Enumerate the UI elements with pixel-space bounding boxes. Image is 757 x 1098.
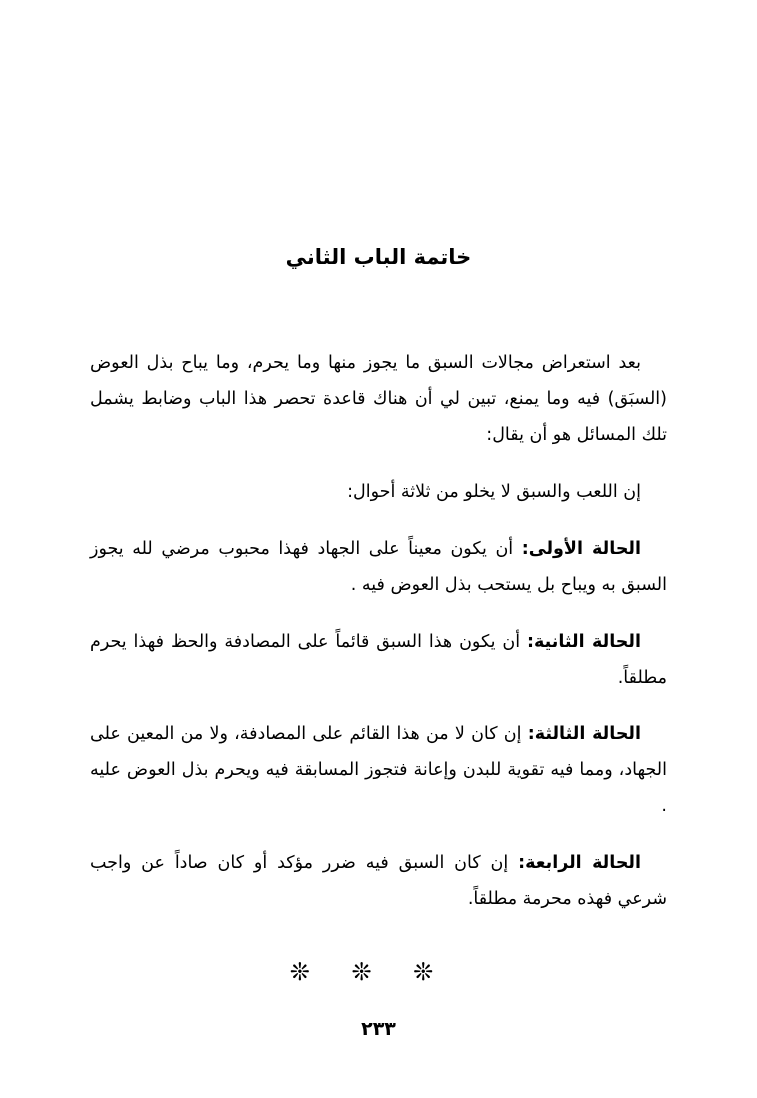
case-label: الحالة الثانية: [527,631,641,652]
paragraph-text: إن كان لا من هذا القائم على المصادفة، ولا من المعين على الجهاد، ومما فيه تقوية للبدن وإعانة فتجوز المسابقة فيه ويحرم بذل العوض عليه . [90,724,667,817]
case-label: الحالة الثالثة: [527,724,642,745]
page-number: ٢٣٣ [361,1018,396,1040]
paragraph-text: إن كان السبق فيه ضرر مؤكد أو كان صاداً عن واجب شرعي فهذه محرمة مطلقاً. [90,853,667,909]
paragraph-text: أن يكون هذا السبق قائماً على المصادفة والحظ فهذا يحرم مطلقاً. [90,631,667,688]
paragraph-text: أن يكون معيناً على الجهاد فهذا محبوب مرضي لله يجوز السبق به ويباح بل يستحب بذل العوض فيه . [90,538,667,595]
paragraph-case-2 [90,625,667,697]
paragraph-text: إن اللعب والسبق لا يخلو من ثلاثة أحوال: [347,482,641,503]
case-label: الحالة الأولى: [521,538,641,559]
paragraph-rule [90,475,667,511]
paragraph-text: بعد استعراض مجالات السبق ما يجوز منها وما يحرم، وما يباح بذل العوض (السبَق) فيه وما يمنع، تبين لي أن هناك قاعدة تحصر هذا الباب وضابط يشمل تلك المسائل هو أن يقال: [90,353,667,446]
asterisk-ornament-icon: ❊ ❊ ❊ [289,957,451,986]
paragraph-case-1 [90,532,667,604]
paragraph-intro [90,346,667,454]
case-label: الحالة الرابعة: [518,853,642,874]
paragraph-case-3 [90,717,667,825]
page-title: خاتمة الباب الثاني [285,245,472,269]
body-text [90,346,667,917]
paragraph-case-4 [90,846,667,918]
